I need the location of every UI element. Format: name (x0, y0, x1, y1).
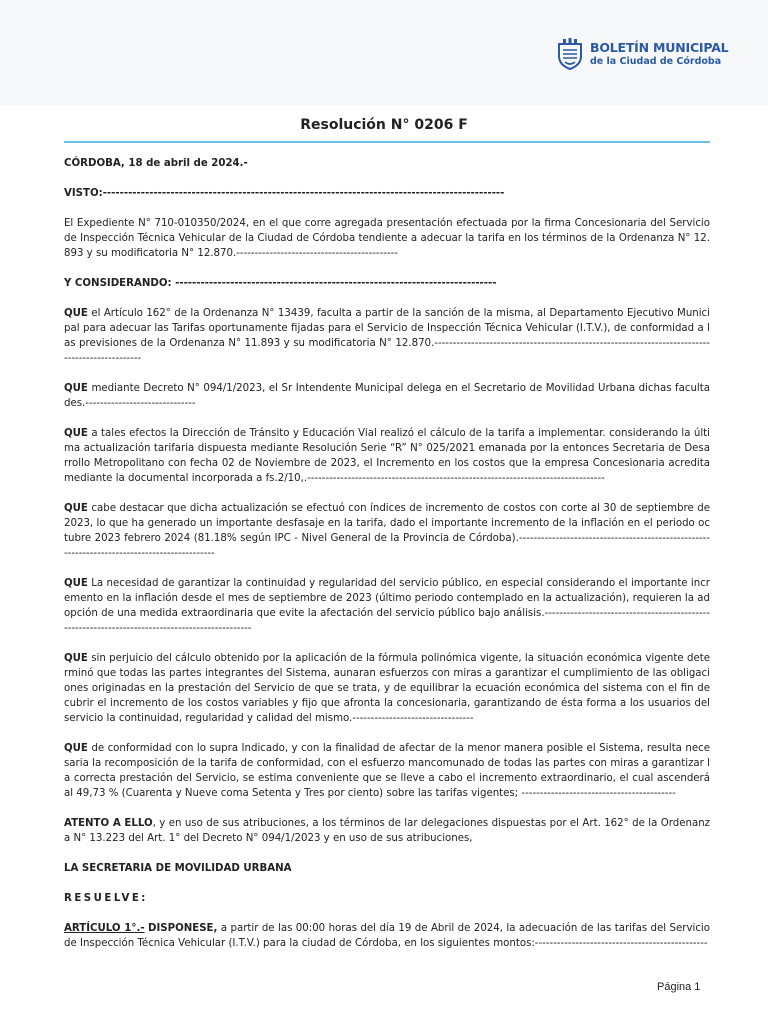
que-label: QUE (64, 308, 88, 319)
que-label: QUE (64, 503, 88, 514)
que-paragraph-7 (64, 741, 710, 801)
que-text: La necesidad de garantizar la continuidad y regularidad del servicio público, en especial considerando el importante incremento en la inflación desde el mes de septiembre de 2023 (último periodo contemplado en la actualización), requieren la adopción de una medida extraordinaria que evite la afectación del servicio público bajo análisis.------------------------------------------------------------------------------------------------ (64, 578, 710, 634)
que-paragraph-4 (64, 501, 710, 561)
que-paragraph-5 (64, 576, 710, 636)
logo-title: BOLETÍN MUNICIPAL (590, 39, 729, 55)
secretaria-text: LA SECRETARIA DE MOVILIDAD URBANA (64, 863, 292, 874)
city-shield-icon (556, 38, 584, 70)
que-text: mediante Decreto N° 094/1/2023, el Sr Intendente Municipal delega en el Secretario de Movilidad Urbana dichas facultades.------------------------------ (64, 383, 710, 409)
resuelve-heading (64, 891, 710, 906)
document-body (64, 156, 710, 966)
atento-label: ATENTO A ELLO (64, 818, 153, 829)
que-text: de conformidad con lo supra Indicado, y con la finalidad de afectar de la menor manera posible el Sistema, resulta necesaria la recomposición de la tarifa de conformidad, con el esfuerzo mancomunado de todas las partes con miras a garantizar la correcta prestación del Servicio, se estima conveniente que se lleve a cabo el incremento extraordinario, el cual ascenderá al 49,73 % (Cuarenta y Nueve coma Setenta y Tres por ciento) sobre las tarifas vigentes; ------------------------------------------ (64, 743, 710, 799)
que-label: QUE (64, 428, 88, 439)
document-header (0, 0, 768, 105)
que-paragraph-2 (64, 381, 710, 411)
que-paragraph-1 (64, 306, 710, 366)
considerando-heading (64, 276, 710, 291)
considerando-label: Y CONSIDERANDO: (64, 278, 172, 289)
que-text: sin perjuicio del cálculo obtenido por la aplicación de la fórmula polinómica vigente, la situación económica vigente determinó que todas las partes integrantes del Sistema, aunaran esfuerzos con miras a garantizar el cumplimiento de las obligaciones originadas en la prestación del Servicio de que se trata, y de equilibrar la ecuación económica del sistema con el fin de cubrir el incremento de los costos variables y fijo que afronta la concesionaria, garantizando de ésta forma a los usuarios del servicio la continuidad, regularidad y calidad del mismo.--------------------------------- (64, 653, 710, 724)
considerando-dashes: ---------------------------------------------------------------------------- (171, 278, 497, 289)
secretaria-heading (64, 861, 710, 876)
visto-dashes: ----------------------------------------------------------------------------------------------- (102, 188, 505, 199)
que-paragraph-3 (64, 426, 710, 486)
resuelve-text: RESUELVE: (64, 893, 148, 904)
title-divider (64, 141, 710, 143)
logo-subtitle: de la Ciudad de Córdoba (590, 56, 722, 67)
que-paragraph-6 (64, 651, 710, 726)
page-number: Página 1 (657, 981, 701, 993)
que-label: QUE (64, 743, 88, 754)
atento-text: , y en uso de sus atribuciones, a los términos de lar delegaciones dispuestas por el Art. 162° de la Ordenanza N° 13.223 del Art. 1° del Decreto N° 094/1/2023 y en uso de sus atribuciones, (64, 818, 710, 844)
resolution-title: Resolución N° 0206 F (300, 117, 468, 133)
visto-paragraph: El Expediente N° 710-010350/2024, en el que corre agregada presentación efectuada por la firma Concesionaria del Servicio de Inspección Técnica Vehicular de la Ciudad de Córdoba tendiente a adecuar la tarifa en los términos de la Ordenanza N° 12.893 y su modificatoria N° 12.870.-------------------------------------------- (64, 218, 710, 259)
que-label: QUE (64, 653, 88, 664)
dispone-label: DISPONESE, (148, 923, 218, 934)
date-line (64, 156, 710, 171)
que-text: a tales efectos la Dirección de Tránsito y Educación Vial realizó el cálculo de la tarifa a implementar. considerando la última actualización tarifaria dispuesta mediante Resolución Serie “R” N° 025/2021 emanada por la entonces Secretaria de Desarrollo Metropolitano con fecha 02 de Noviembre de 2023, el Incremento en los costos que la empresa Concesionaria acredita mediante la documental incorporada a fs.2/10,.--------------------------------------------------------------------------------- (64, 428, 710, 484)
articulo-1-text: a partir de las 00:00 horas del día 19 de Abril de 2024, la adecuación de las tarifas del Servicio de Inspección Técnica Vehicular (I.T.V.) para la ciudad de Córdoba, en los siguientes montos:----------------------------------------------- (64, 923, 710, 949)
que-label: QUE (64, 383, 88, 394)
visto-heading (64, 186, 710, 201)
visto-label: VISTO: (64, 188, 103, 199)
que-text: el Artículo 162° de la Ordenanza N° 13439, faculta a partir de la sanción de la misma, al Departamento Ejecutivo Municipal para adecuar las Tarifas oportunamente fijadas para el Servicio de Inspección Técnica Vehicular (I.T.V.), de conformidad a las previsiones de la Ordenanza N° 11.893 y su modificatoria N° 12.870.------------------------------------------------------------------------------------------------ (64, 308, 710, 364)
atento-paragraph (64, 816, 710, 846)
que-label: QUE (64, 578, 88, 589)
date-text: CÓRDOBA, 18 de abril de 2024.- (64, 158, 248, 169)
articulo-1-paragraph (64, 921, 710, 951)
que-text: cabe destacar que dicha actualización se efectuó con índices de incremento de costos con corte al 30 de septiembre de 2023, lo que ha generado un importante desfasaje en la tarifa, dado el importante incremento de la inflación en el periodo octubre 2023 febrero 2024 (81.18% según IPC - Nivel General de la Provincia de Córdoba).--------------------------------------------------------------------------------------------- (64, 503, 710, 559)
articulo-1-label: ARTÍCULO 1°.- (64, 923, 145, 934)
boletin-municipal-logo (556, 38, 728, 70)
